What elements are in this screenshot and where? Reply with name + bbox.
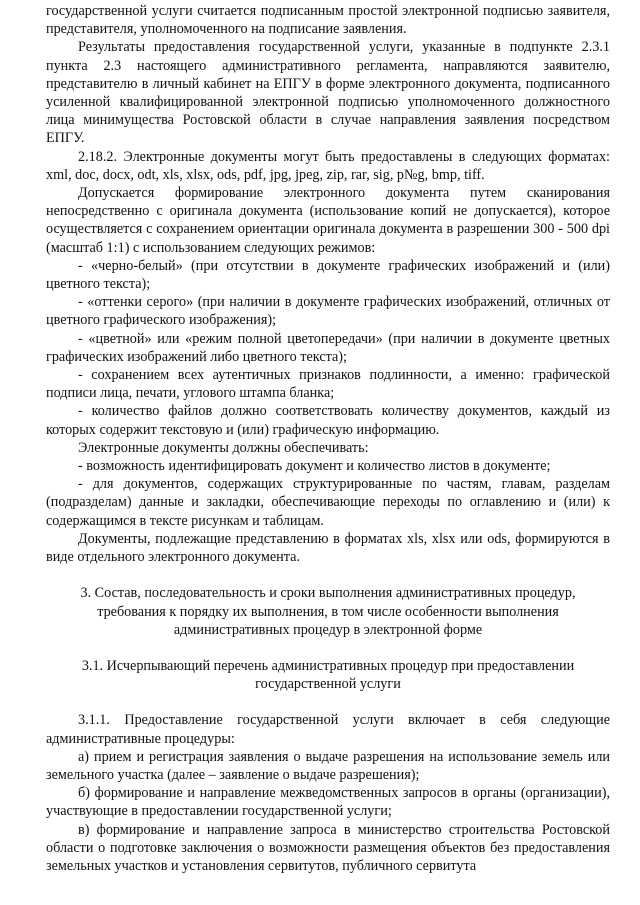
list-item-bookmarks: - для документов, содержащих структурированные по частям, главам, разделам (подразделам) данные и закладки, обеспечивающие переходы по оглавлению и (или) к содержащимся в тексте рисункам и таблицам.: [46, 476, 610, 529]
spacer: [46, 639, 610, 657]
list-item-identification: - возможность идентифицировать документ и количество листов в документе;: [78, 458, 551, 475]
paragraph-requirements-intro: Электронные документы должны обеспечивать:: [78, 439, 369, 456]
list-item-procedure-c: в) формирование и направление запроса в министерство строительства Ростовской области о подготовке заключения о возможности размещения объектов без предоставления земельных участков и установления сервитутов, публичного сервитута: [46, 821, 610, 874]
list-item-grayscale: - «оттенки серого» (при наличии в документе графических изображений, отличных от цветного графического изображения);: [46, 294, 610, 329]
section-3-1-heading: 3.1. Исчерпывающий перечень административных процедур при предоставлении государственной услуги: [81, 657, 575, 693]
list-item-file-count: - количество файлов должно соответствовать количеству документов, каждый из которых содержит текстовую и (или) графическую информацию.: [46, 403, 610, 438]
list-item-procedure-b: б) формирование и направление межведомственных запросов в органы (организации), участвующие в предоставлении государственной услуги;: [46, 785, 610, 820]
section-3-heading: 3. Состав, последовательность и сроки выполнения административных процедур, требования к порядку их выполнения, в том числе особенности выполнения административных процедур в электронной форме: [80, 585, 576, 638]
document-body: [46, 2, 610, 875]
list-item-procedure-a: а) прием и регистрация заявления о выдаче разрешения на использование земель или земельного участка (далее – заявление о выдаче разрешения);: [46, 748, 610, 783]
list-item-color: - «цветной» или «режим полной цветопередачи» (при наличии в документе цветных графических изображений либо цветного текста);: [46, 330, 610, 365]
paragraph-scanning: Допускается формирование электронного документа путем сканирования непосредственно с оригинала документа (использование копий не допускается), которое осуществляется с сохранением ориентации оригинала документа в разрешении 300 - 500 dpi (масштаб 1:1) с использованием следующих режимов:: [46, 185, 610, 256]
list-item-authenticity: - сохранением всех аутентичных признаков подлинности, а именно: графической подписи лица, печати, углового штампа бланка;: [46, 367, 610, 402]
paragraph-results-delivery: Результаты предоставления государственной услуги, указанные в подпункте 2.3.1 пункта 2.3 настоящего административного регламента, направляются заявителю, представителю в личный кабинет на ЕПГУ в форме электронного документа, подписанного усиленной квалифицированной электронной подписью уполномоченного должностного лица минимущества Ростовской области в случае направления заявления посредством ЕПГУ.: [46, 39, 610, 147]
list-item-black-white: - «черно-белый» (при отсутствии в документе графических изображений и (или) цветного текста);: [46, 257, 610, 293]
paragraph-procedures-intro: 3.1.1. Предоставление государственной услуги включает в себя следующие административные процедуры:: [46, 712, 610, 747]
spacer: [46, 566, 610, 584]
paragraph-file-formats: 2.18.2. Электронные документы могут быть предоставлены в следующих форматах: xml, doc, docx, odt, xls, xlsx, ods, pdf, jpg, jpeg, zip, rar, sig, p№g, bmp, tiff.: [46, 148, 610, 183]
paragraph-spreadsheets: Документы, подлежащие представлению в форматах xls, xlsx или ods, формируются в виде отдельного электронного документа.: [46, 530, 610, 566]
paragraph-signature-note: государственной услуги считается подписанным простой электронной подписью заявителя, представителя, уполномоченного на подписание заявления.: [46, 3, 610, 38]
spacer: [46, 693, 610, 711]
